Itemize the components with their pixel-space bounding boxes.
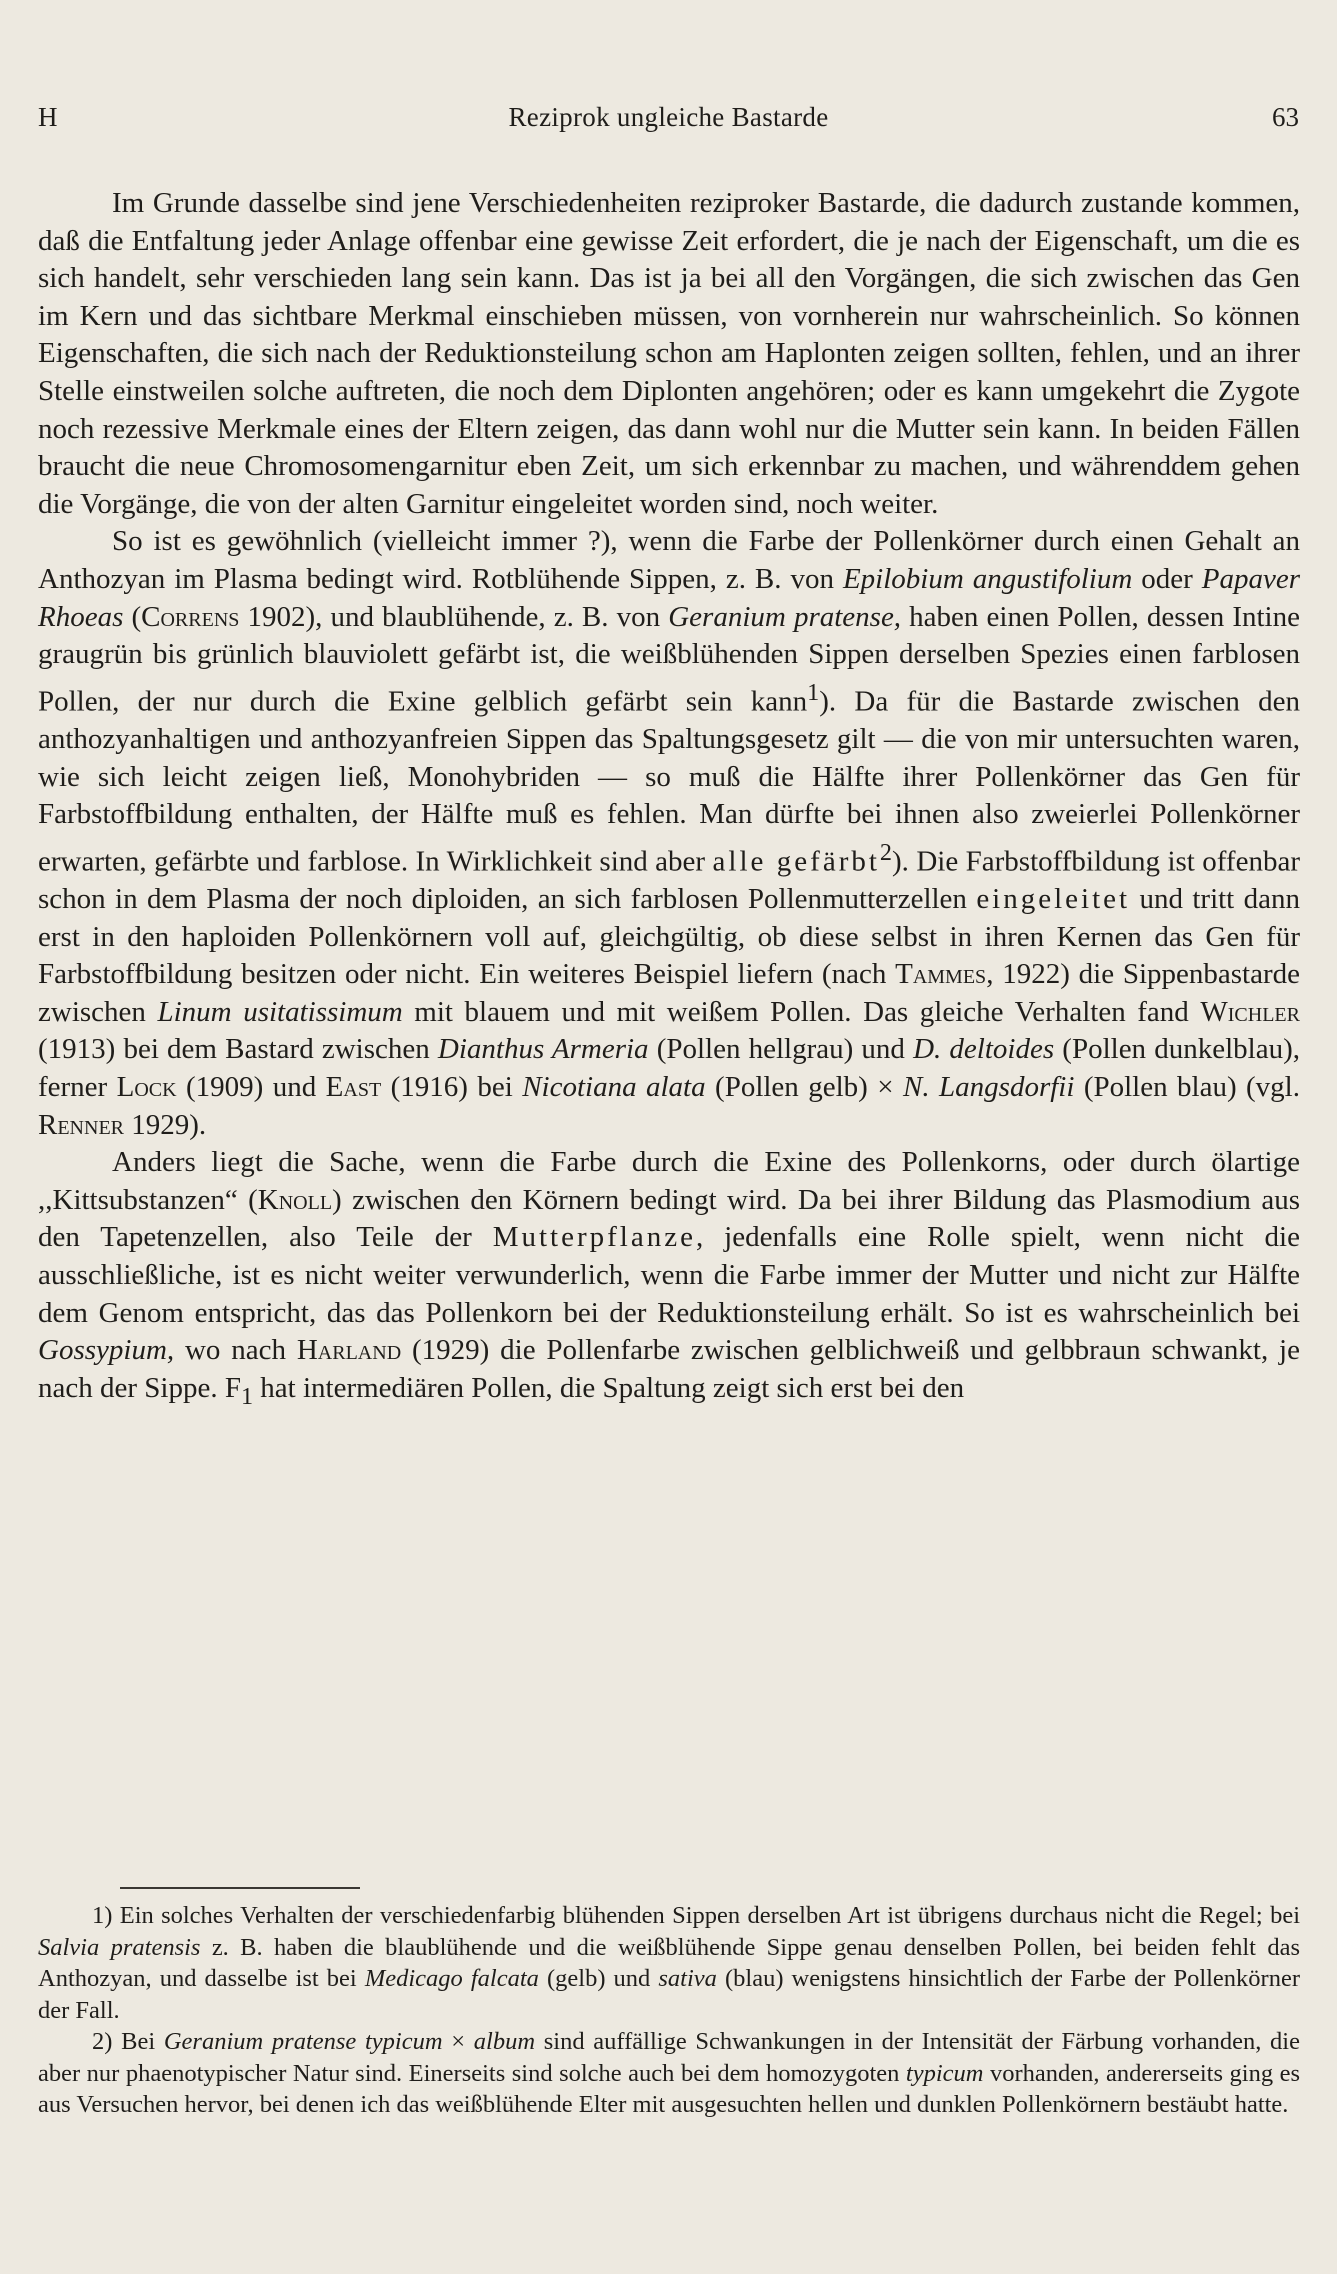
italic-text: Linum usitatissimum — [157, 995, 403, 1028]
italic-text: Medicago falcata — [364, 1965, 539, 1992]
text-run: (1913) bei dem Bastard zwischen — [38, 1033, 438, 1066]
text-run: (1909) und — [176, 1070, 326, 1103]
text-run: (gelb) und — [538, 1965, 659, 1992]
author-name: Tammes — [895, 958, 987, 991]
text-run: oder — [1132, 562, 1202, 595]
text-run: (Pollen dunkelblau), ferner — [38, 1033, 1300, 1103]
paragraph — [38, 1144, 1300, 1415]
text-run: hat intermediären Pollen, die Spaltung zeigt sich erst bei den — [253, 1371, 965, 1404]
spaced-emphasis: alle gefärbt — [712, 845, 880, 878]
main-text — [38, 185, 1300, 1415]
italic-text: Geranium pratense, — [668, 600, 902, 633]
text-run: Anders liegt die Sache, wenn die Farbe durch die Exine des Pollenkorns, oder durch ölartige ,,Kittsubstanzen“ ( — [38, 1146, 1300, 1216]
text-run: (1929) die Pollenfarbe zwischen gelblichweiß und gelbbraun schwankt, je nach der Sippe. F — [38, 1334, 1300, 1404]
text-run: ). Da für die Bastarde zwischen den anthozyanhaltigen und anthozyanfreien Sippen das Spaltungsgesetz gilt — die von mir untersuchten waren, wie sich leicht zeigen ließ, Monohybriden — so muß die Hälfte ihrer Pollenkörner das Gen für Farbstoffbildung enthalten, der Hälfte muß es fehlen. Man dürfte bei ihnen also zweierlei Pollenkörner erwarten, gefärbte und farblose. In Wirklichkeit sind aber — [38, 685, 1300, 878]
text-run: und tritt dann erst in den haploiden Pollenkörnern voll auf, gleichgültig, ob diese selbst in ihren Kernen das Gen für Farbstoffbildung besitzen oder nicht. Ein weiteres Beispiel liefern (nach — [38, 883, 1300, 991]
footnote — [38, 2026, 1300, 2121]
running-title: Reziprok ungleiche Bastarde — [508, 102, 829, 132]
running-header — [38, 102, 1299, 142]
footnotes — [38, 1900, 1300, 2121]
text-run: (Pollen gelb) × — [705, 1070, 904, 1103]
italic-text: Salvia pratensis — [38, 1933, 201, 1961]
author-name: Renner — [38, 1108, 125, 1141]
text-run: 1) Ein solches Verhalten der verschiedenfarbig blühenden Sippen derselben Art ist übrigens durchaus nicht die Regel; bei — [92, 1902, 1300, 1929]
text-run: 1902), und blaublühende, z. B. von — [239, 600, 669, 633]
text-run: (Pollen hellgrau) und — [648, 1033, 914, 1066]
italic-text: Epilobium angustifolium — [842, 562, 1133, 595]
text-run: ( — [123, 600, 142, 633]
footnote — [38, 1900, 1300, 2026]
italic-text: album — [473, 2028, 536, 2055]
section-letter: H — [38, 102, 58, 132]
author-name: Knoll — [257, 1183, 333, 1216]
paragraph — [38, 185, 1300, 523]
paragraph — [38, 523, 1300, 1144]
text-run: So ist es gewöhnlich (vielleicht immer ?), wenn die Farbe der Pollenkörner durch einen Gehalt an Anthozyan im Plasma bedingt wird. Rotblühende Sippen, z. B. von — [38, 525, 1300, 595]
italic-text: Papaver Rhoeas — [38, 562, 1301, 633]
italic-text: D. deltoides — [913, 1033, 1055, 1066]
spaced-emphasis: Mutterpflanze — [492, 1221, 696, 1254]
italic-text: sativa — [658, 1965, 717, 1992]
text-run: (1916) bei — [381, 1070, 523, 1103]
text-run: haben einen Pollen, dessen Intine graugrün bis grünlich blauviolett gefärbt ist, die weißblühenden Sippen derselben Spezies einen farblosen Pollen, der nur durch die Exine gelblich gefärbt sein kann — [38, 600, 1300, 718]
text-run: 2) Bei — [92, 2028, 164, 2055]
author-name: Harland — [296, 1334, 402, 1367]
text-run: z. B. haben die blaublühende und die weißblühende Sippe genau denselben Pollen, bei beiden fehlt das Anthozyan, und dasselbe ist bei — [38, 1933, 1300, 1992]
text-run: mit blauem und mit weißem Pollen. Das gleiche Verhalten fand — [402, 995, 1201, 1028]
text-run: wo nach — [174, 1334, 297, 1367]
italic-text: N. Langsdorfii — [903, 1070, 1075, 1103]
footnote-marker: 2 — [879, 838, 892, 866]
text-run: Im Grunde dasselbe sind jene Verschiedenheiten reziproker Bastarde, die dadurch zustande kommen, daß die Entfaltung jeder Anlage offenbar eine gewisse Zeit erfordert, die je nach der Eigenschaft, um die es sich handelt, sehr verschieden lang sein kann. Das ist ja bei all den Vorgängen, die sich zwischen das Gen im Kern und das sichtbare Merkmal einschieben müssen, von vornherein nur wahrscheinlich. So können Eigenschaften, die sich nach der Reduktionsteilung schon am Haplonten zeigen sollten, fehlen, und an ihrer Stelle einstweilen solche auftreten, die noch dem Diplonten angehören; oder es kann umgekehrt die Zygote noch rezessive Merkmale eines der Eltern zeigen, das dann wohl nur die Mutter sein kann. In beiden Fällen braucht die neue Chromosomengarnitur eben Zeit, um sich erkennbar zu machen, und währenddem gehen die Vorgänge, die von der alten Garnitur eingeleitet worden sind, noch weiter. — [38, 187, 1300, 520]
italic-text: Gossypium, — [38, 1334, 175, 1367]
text-run: vorhanden, andererseits ging es aus Versuchen hervor, bei denen ich das weißblühende Elter mit ausgesuchten hellen und dunklen Pollenkörnern bestäubt hatte. — [38, 2059, 1300, 2118]
italic-text: typicum — [905, 2059, 984, 2087]
text-run: sind auffällige Schwankungen in der Intensität der Färbung vorhanden, die aber nur phaenotypischer Natur sind. Einerseits sind solche auch bei dem homozygoten — [38, 2028, 1300, 2087]
author-name: Lock — [116, 1070, 177, 1103]
italic-text: Nicotiana alata — [522, 1070, 706, 1103]
page-number: 63 — [1272, 102, 1299, 132]
italic-text: Dianthus Armeria — [437, 1033, 649, 1066]
subscript: 1 — [240, 1382, 254, 1410]
author-name: Correns — [141, 600, 240, 633]
text-run: × — [442, 2028, 474, 2055]
footnote-marker: 1 — [807, 678, 820, 706]
text-run: (Pollen blau) (vgl. — [1074, 1070, 1300, 1103]
text-run: (blau) wenigstens hinsichtlich der Farbe der Pollenkörner der Fall. — [38, 1965, 1300, 2024]
author-name: Wichler — [1200, 995, 1300, 1028]
text-run: 1929). — [124, 1108, 207, 1141]
text-run: , jedenfalls eine Rolle spielt, wenn nicht die ausschließliche, ist es nicht weiter verwunderlich, wenn die Farbe immer der Mutter und nicht zur Hälfte dem Genom entspricht, das das Pollenkorn bei der Reduktionsteilung erhält. So ist es wahrscheinlich bei — [38, 1221, 1300, 1329]
italic-text: Geranium pratense typicum — [163, 2028, 443, 2055]
footnote-divider — [120, 1887, 360, 1889]
author-name: East — [325, 1070, 382, 1103]
text-run: , 1922) die Sippenbastarde zwischen — [38, 958, 1301, 1028]
text-run: ). Die Farbstoffbildung ist offenbar schon in dem Plasma der noch diploiden, an sich farblosen Pollenmutterzellen — [38, 845, 1300, 915]
text-run: ) zwischen den Körnern bedingt wird. Da bei ihrer Bildung das Plasmodium aus den Tapetenzellen, also Teile der — [38, 1183, 1300, 1254]
spaced-emphasis: eingeleitet — [976, 883, 1131, 915]
